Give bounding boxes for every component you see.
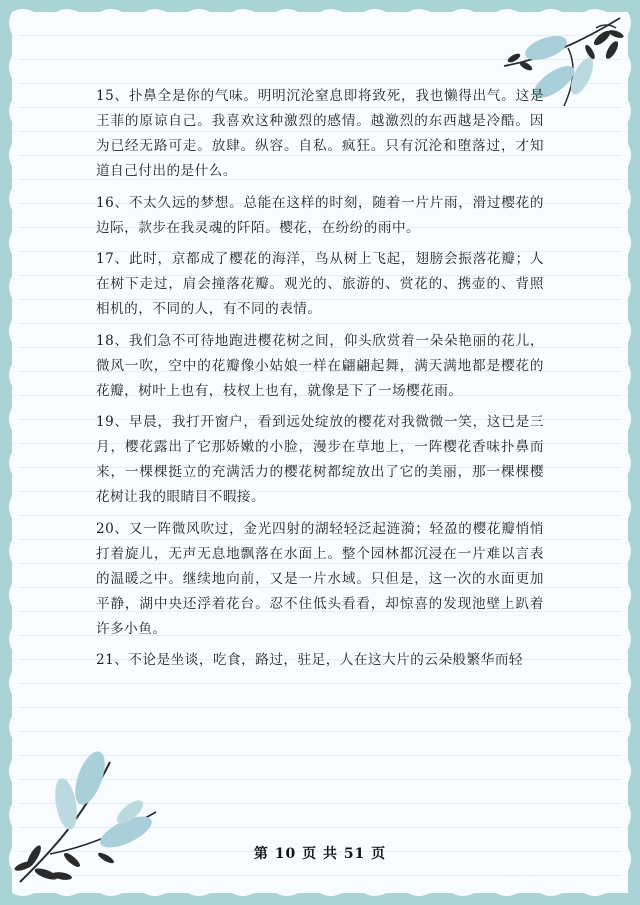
footer-label-page: 第 <box>253 846 269 862</box>
page-footer <box>0 843 640 863</box>
document-body <box>96 84 544 680</box>
footer-label-total: 共 <box>322 846 338 862</box>
paragraph-17: 17、此时，京都成了樱花的海洋，鸟从树上飞起，翅膀会振落花瓣；人在树下走过，肩会撞落花瓣。观光的、旅游的、赏花的、携壶的、背照相机的，不同的人，有不同的表情。 <box>96 251 544 317</box>
paragraph-18: 18、我们急不可待地跑进樱花树之间，仰头欣赏着一朵朵艳丽的花儿，微风一吹，空中的花瓣像小姑娘一样在翩翩起舞，满天满地都是樱花的花瓣，树叶上也有，枝杈上也有，就像是下了一场樱花雨。 <box>96 332 544 399</box>
frame-right-edge <box>622 12 634 893</box>
leaf-branch-icon <box>10 742 160 892</box>
paragraph-19: 19、早晨，我打开窗户，看到远处绽放的樱花对我微微一笑，这已是三月，樱花露出了它那娇嫩的小脸，漫步在草地上，一阵樱花香味扑鼻而来，一棵棵挺立的充满活力的樱花树都绽放出了它的美丽，那一棵棵樱花树让我的眼睛目不暇接。 <box>96 414 544 505</box>
paragraph-15: 15、扑鼻全是你的气味。明明沉沦窒息即将致死，我也懒得出气。这是王菲的原谅自己。我喜欢这种激烈的感情。越激烈的东西越是冷酷。因为已经无路可走。放肆。纵容。自私。疯狂。只有沉沦和堕落过，才知道自己付出的是什么。 <box>96 88 544 179</box>
total-pages-number: 51 <box>343 846 366 862</box>
paragraph-20: 20、又一阵微风吹过，金光四射的湖轻轻泛起涟漪；轻盈的樱花瓣悄悄打着旋儿，无声无息地飘落在水面上。整个园林都沉浸在一片难以言表的温暖之中。继续地向前，又是一片水域。只但是，这一次的水面更加平静，湖中央还浮着花台。忍不住低头看看，却惊喜的发现池壁上趴着许多小鱼。 <box>96 520 544 637</box>
watermark: @爱写作的小芳 <box>488 878 576 892</box>
paragraph-21: 21、不论是坐谈，吃食，路过，驻足，人在这大片的云朵般繁华而轻 <box>96 652 524 668</box>
footer-label-page-unit: 页 <box>302 846 318 862</box>
paragraph-16: 16、不太久远的梦想。总能在这样的时刻，随着一片片雨，滑过樱花的边际，款步在我灵魂的阡陌。樱花，在纷纷的雨中。 <box>96 194 544 236</box>
current-page-number: 10 <box>274 846 297 862</box>
footer-label-total-unit: 页 <box>371 846 387 862</box>
